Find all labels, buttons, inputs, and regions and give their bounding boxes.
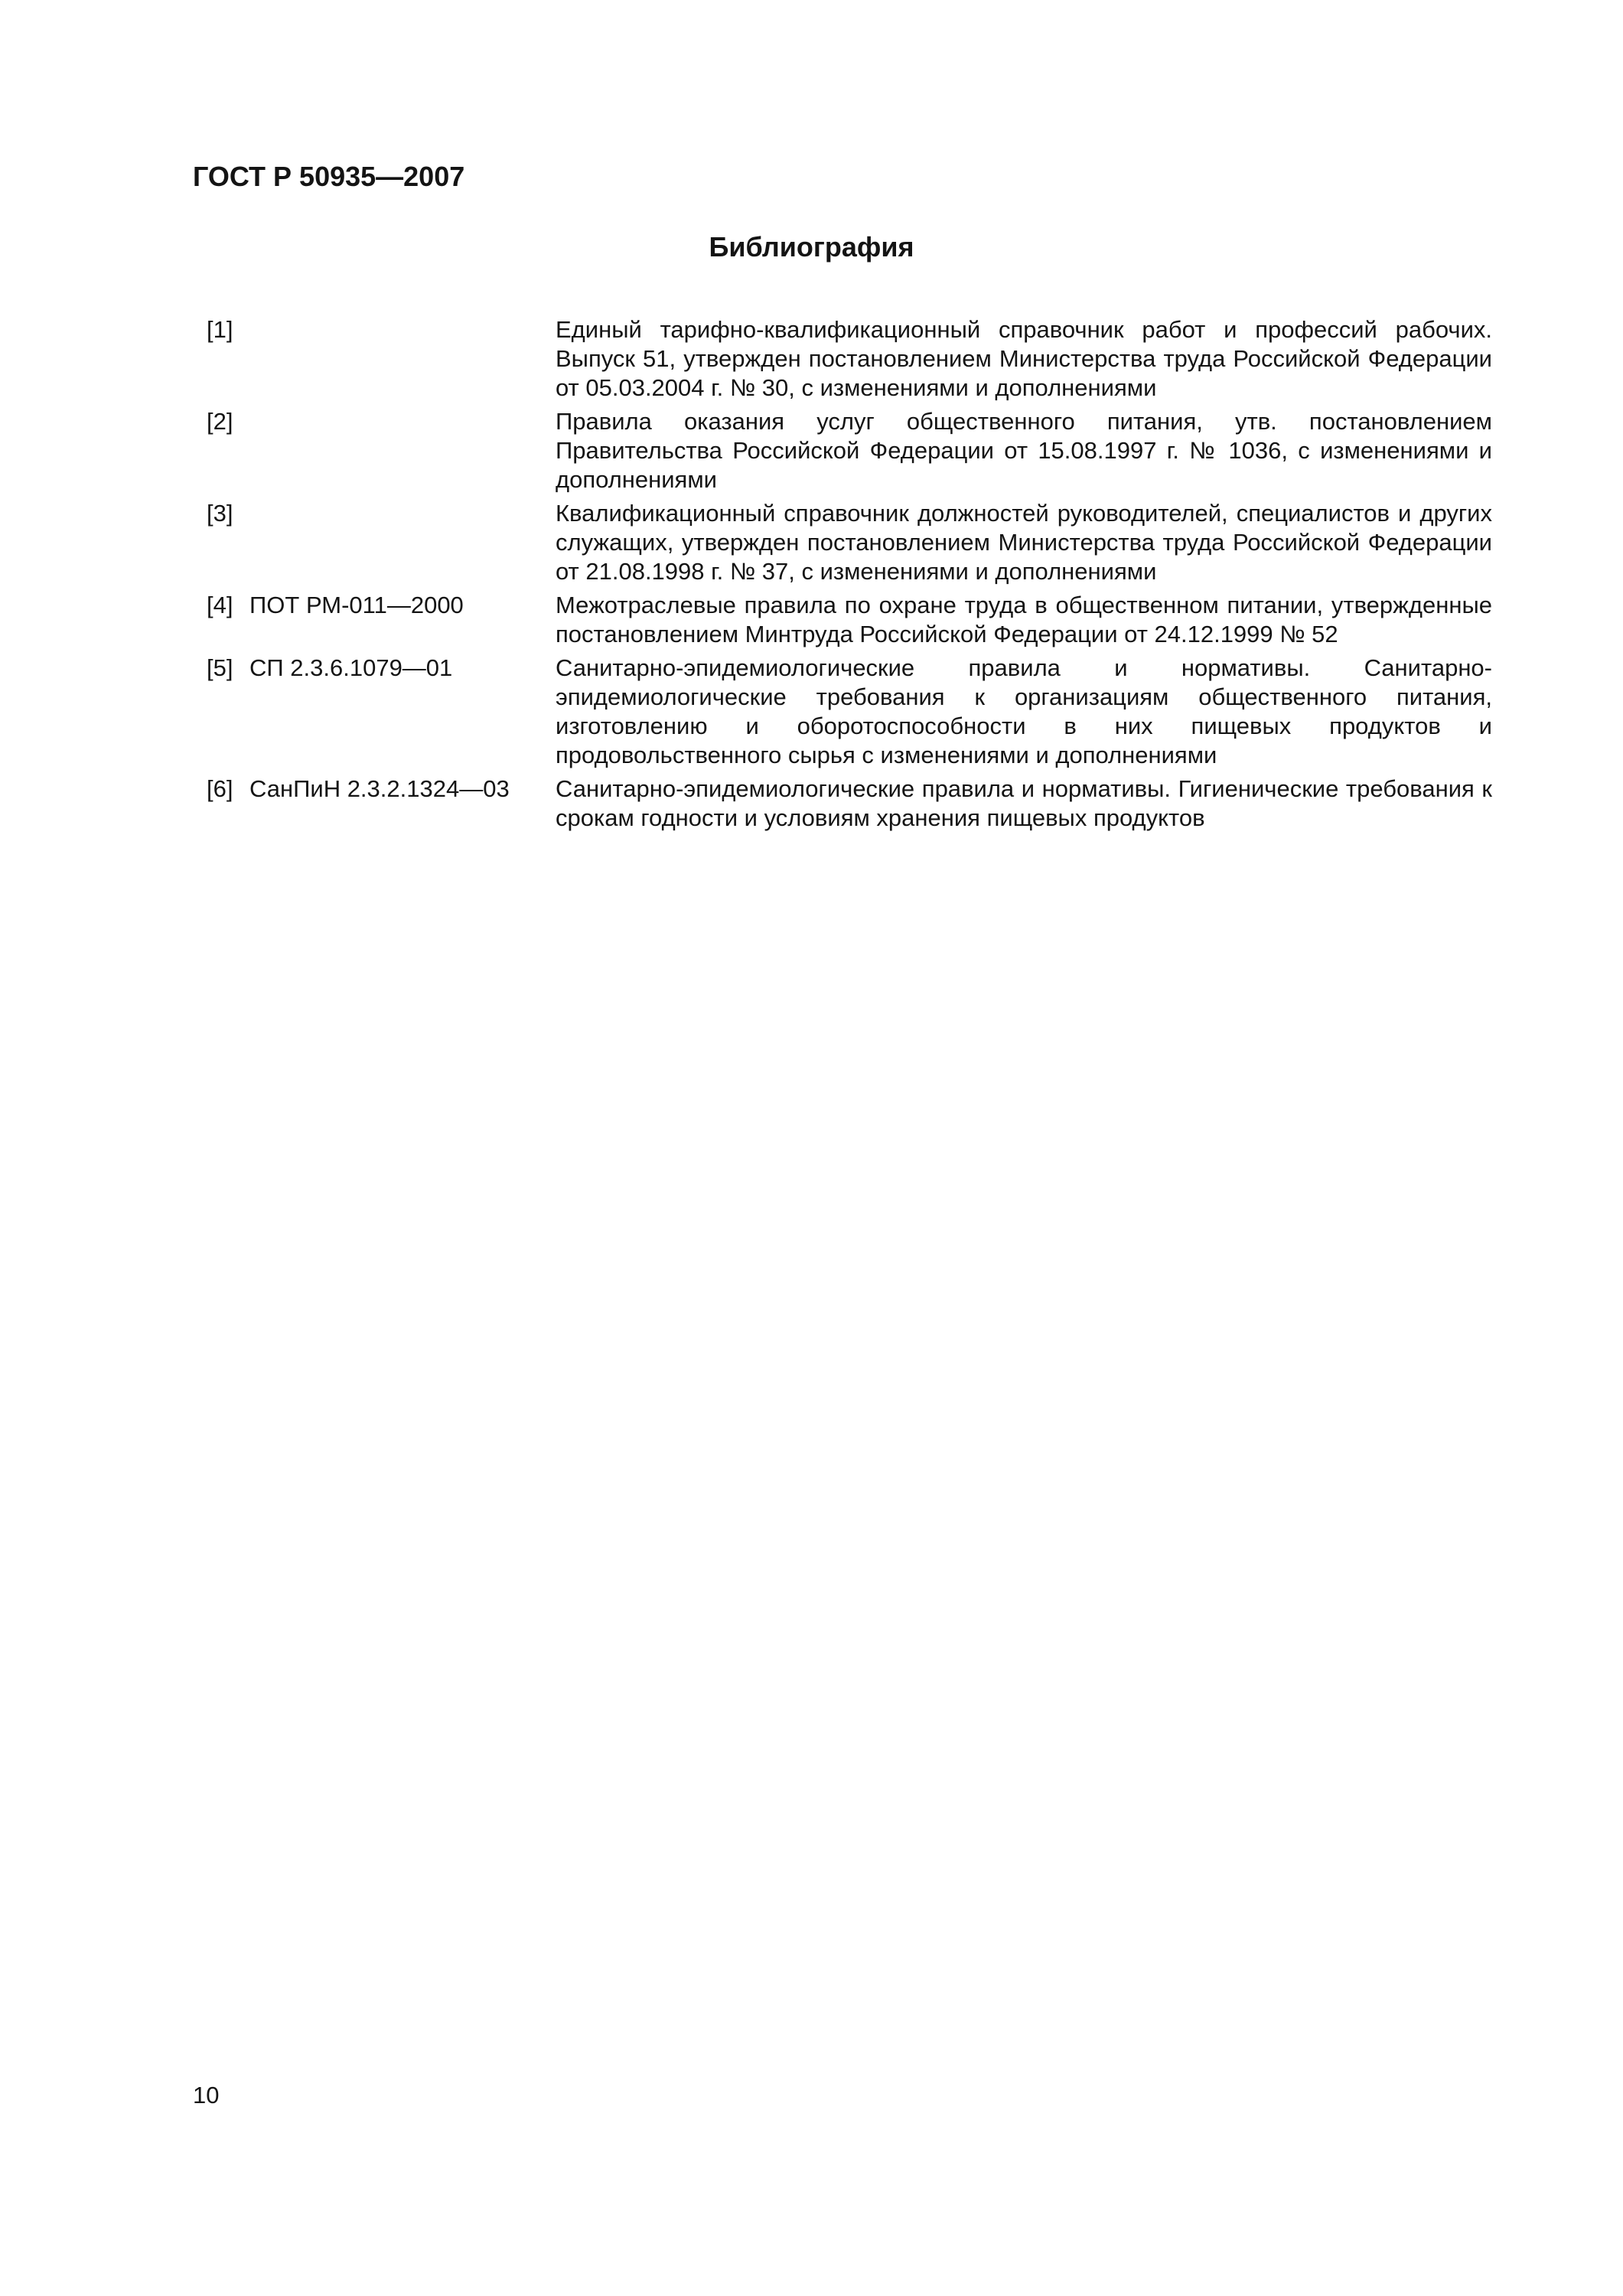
document-code: ГОСТ Р 50935—2007: [193, 161, 465, 192]
bibliography-number: [3]: [207, 500, 233, 527]
bibliography-entry: [207, 654, 1492, 770]
bibliography-reference: [207, 499, 556, 528]
bibliography-designation: СП 2.3.6.1079—01: [249, 654, 453, 681]
section-title: Библиография: [709, 231, 914, 263]
bibliography-number: [5]: [207, 654, 233, 681]
bibliography-text: Единый тарифно-квалификационный справочник работ и профессий рабочих. Выпуск 51, утвержден постановлением Министерства труда Российской Федерации от 05.03.2004 г. № 30, с изменениями и дополнениями: [556, 316, 1492, 401]
bibliography-number: [4]: [207, 592, 233, 618]
bibliography-designation: ПОТ РМ-011—2000: [249, 592, 464, 618]
bibliography-reference: [207, 654, 556, 683]
bibliography-reference: [207, 407, 556, 436]
bibliography-entry: [207, 591, 1492, 649]
bibliography-text: Квалификационный справочник должностей руководителей, специалистов и других служащих, утвержден постановлением Министерства труда Российской Федерации от 21.08.1998 г. № 37, с изменениями и дополнениями: [556, 500, 1492, 585]
bibliography-number: [1]: [207, 316, 233, 343]
bibliography-entry: [207, 315, 1492, 403]
bibliography-reference: [207, 775, 556, 804]
bibliography-entry: [207, 407, 1492, 494]
bibliography-reference: [207, 591, 556, 620]
bibliography-text: Санитарно-эпидемиологические правила и нормативы. Санитарно-эпидемиологические требования к организациям общественного питания, изготовлению и оборотоспособности в них пищевых продуктов и продовольственного сырья с изменениями и дополнениями: [556, 654, 1492, 768]
bibliography-number: [6]: [207, 775, 233, 802]
bibliography-designation: СанПиН 2.3.2.1324—03: [249, 775, 510, 802]
bibliography-text: Санитарно-эпидемиологические правила и нормативы. Гигиенические требования к срокам годности и условиям хранения пищевых продуктов: [556, 775, 1492, 831]
page-number: 10: [193, 2082, 220, 2108]
bibliography-entry: [207, 499, 1492, 586]
bibliography-list: [207, 315, 1492, 837]
bibliography-text: Межотраслевые правила по охране труда в общественном питании, утвержденные постановлением Минтруда Российской Федерации от 24.12.1999 № 52: [556, 592, 1492, 647]
bibliography-text: Правила оказания услуг общественного питания, утв. постановлением Правительства Российской Федерации от 15.08.1997 г. № 1036, с изменениями и дополнениями: [556, 408, 1492, 493]
bibliography-number: [2]: [207, 408, 233, 435]
bibliography-reference: [207, 315, 556, 344]
bibliography-entry: [207, 775, 1492, 833]
